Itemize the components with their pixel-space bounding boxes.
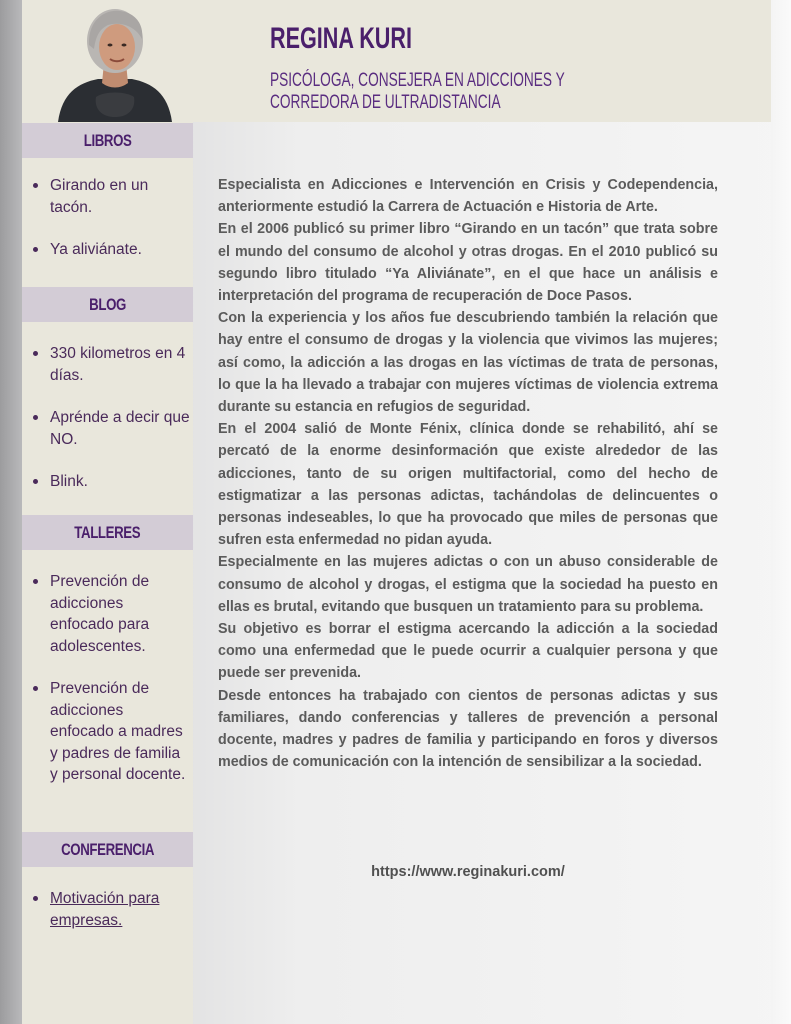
section-heading-libros: LIBROS: [22, 123, 193, 158]
bio-paragraph: Desde entonces ha trabajado con cientos de personas adictas y sus familiares, dando conferencias y talleres de prevención a personal docente, madres y padres de familia y participando en foros y diversos medios de comunicación con la intención de sensibilizar a la sociedad.: [218, 687, 718, 771]
talleres-list: [30, 571, 190, 807]
list-item[interactable]: [30, 888, 190, 931]
libros-list: [30, 175, 190, 282]
bio-paragraph: Con la experiencia y los años fue descubriendo también la relación que hay entre el consumo de drogas y la violencia que vivimos las mujeres; así como, la adicción a las drogas en las víctimas de trata de personas, lo que la ha llevado a trabajar con mujeres víctimas de violencia extrema durante su estancia en refugios de seguridad.: [218, 310, 718, 416]
conferencia-link[interactable]: Motivación para empresas.: [50, 890, 160, 929]
title-line-1: PSICÓLOGA, CONSEJERA EN ADICCIONES Y: [270, 70, 565, 91]
right-decorative-strip: [771, 0, 791, 1024]
bio-paragraph: En el 2006 publicó su primer libro “Girando en un tacón” que trata sobre el mundo del consumo de alcohol y otras drogas. En el 2010 publicó su segundo libro titulado “Ya Aliviánate”, en el que hace un análisis e interpretación del programa de recuperación de Doce Pasos.: [218, 221, 718, 305]
bio-paragraph: Especialista en Adicciones e Intervención en Crisis y Codependencia, anteriormente estudió la Carrera de Actuación e Historia de Arte.: [218, 177, 718, 216]
biography: [218, 174, 718, 773]
avatar: [56, 5, 174, 122]
left-decorative-strip: [0, 0, 22, 1024]
portrait-photo: [56, 5, 174, 122]
list-item[interactable]: Prevención de adicciones enfocado para adolescentes.: [30, 571, 190, 657]
conferencia-list: [30, 888, 190, 952]
list-item[interactable]: 330 kilometros en 4 días.: [30, 343, 190, 386]
list-item[interactable]: Prevención de adicciones enfocado a madres y padres de familia y personal docente.: [30, 678, 190, 786]
bio-paragraph: Su objetivo es borrar el estigma acercando la adicción a la sociedad como una enfermedad que le puede ocurrir a cualquier persona y que puede ser prevenida.: [218, 621, 718, 682]
person-name: REGINA KURI: [270, 22, 413, 55]
website-link[interactable]: https://www.reginakuri.com/: [371, 864, 565, 880]
list-item[interactable]: Ya aliviánate.: [30, 239, 190, 261]
list-item[interactable]: Blink.: [30, 471, 190, 493]
bio-paragraph: En el 2004 salió de Monte Fénix, clínica donde se rehabilitó, ahí se percató de la enorme desinformación que existe alrededor de las adicciones, tanto de su origen multifactorial, como del hecho de estigmatizar a las personas adictas, tachándolas de delincuentes o personas indeseables, lo que ha provocado que miles de personas que sufren esta enfermedad no pidan ayuda.: [218, 421, 718, 549]
blog-list: [30, 343, 190, 514]
section-heading-blog: BLOG: [22, 287, 193, 322]
section-heading-conferencia: CONFERENCIA: [22, 832, 193, 867]
title-line-2: CORREDORA DE ULTRADISTANCIA: [270, 92, 501, 113]
list-item[interactable]: Aprénde a decir que NO.: [30, 407, 190, 450]
section-heading-talleres: TALLERES: [22, 515, 193, 550]
bio-paragraph: Especialmente en las mujeres adictas o con un abuso considerable de consumo de alcohol y drogas, el estigma que la sociedad ha puesto en ellas es brutal, evitando que busquen un tratamiento para su problema.: [218, 554, 718, 615]
person-title: [270, 70, 572, 114]
list-item[interactable]: Girando en un tacón.: [30, 175, 190, 218]
